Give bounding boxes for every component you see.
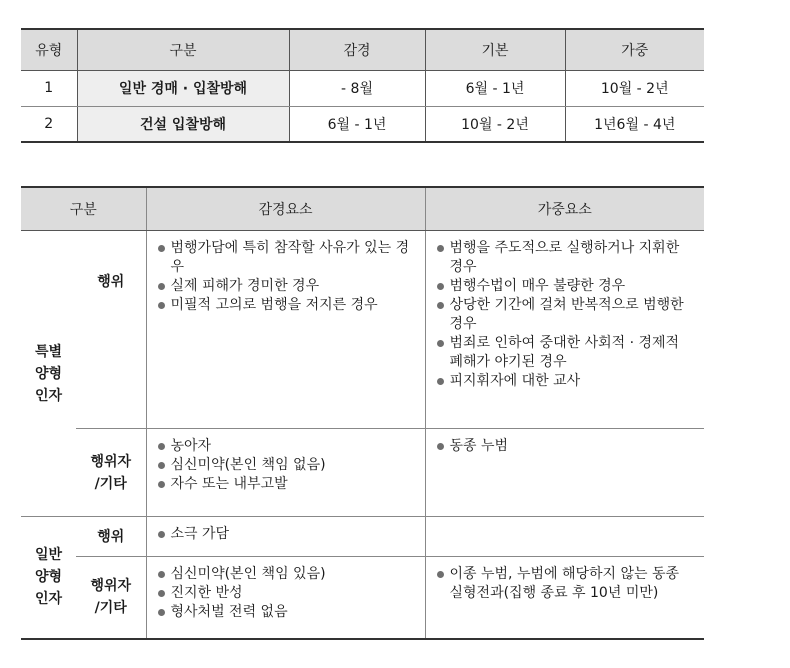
cell-type: 2 (21, 106, 77, 142)
list-item: 형사처벌 전력 없음 (157, 603, 415, 622)
mitigating-list (147, 231, 425, 321)
list-item: 피지휘자에 대한 교사 (436, 372, 695, 391)
table-row (21, 429, 704, 517)
sub-label-act: 행위 (76, 517, 146, 557)
sub-label-actor: 행위자 /기타 (76, 557, 146, 639)
header-aggravated: 가중 (565, 29, 704, 70)
aggravating-list (426, 557, 705, 609)
table-row (21, 517, 704, 557)
list-item: 심신미약(본인 책임 없음) (157, 456, 415, 475)
header-base: 기본 (425, 29, 565, 70)
cell-mitigated: - 8월 (289, 70, 425, 106)
group-label-general: 일반 양형 인자 (21, 517, 76, 639)
table-row (21, 231, 704, 429)
table-header-row (21, 187, 704, 231)
list-item: 농아자 (157, 437, 415, 456)
group-label-special: 특별 양형 인자 (21, 231, 76, 517)
cell-category: 건설 입찰방해 (77, 106, 289, 142)
header-type: 유형 (21, 29, 77, 70)
header-category: 구분 (21, 187, 146, 231)
list-item: 진지한 반성 (157, 584, 415, 603)
cell-aggravating-list (425, 231, 704, 429)
cell-aggravated: 10월 - 2년 (565, 70, 704, 106)
cell-mitigated: 6월 - 1년 (289, 106, 425, 142)
cell-mitigating-list (146, 231, 425, 429)
list-item: 범행을 주도적으로 실행하거나 지휘한 경우 (436, 239, 695, 277)
table-row (21, 557, 704, 639)
cell-mitigating-list (146, 429, 425, 517)
header-mitigated: 감경 (289, 29, 425, 70)
sub-label-actor: 행위자 /기타 (76, 429, 146, 517)
list-item: 상당한 기간에 걸쳐 반복적으로 범행한 경우 (436, 296, 695, 334)
cell-aggravating-list (425, 557, 704, 639)
list-item: 심신미약(본인 책임 있음) (157, 565, 415, 584)
aggravating-list (426, 517, 705, 531)
table-header-row (21, 29, 704, 70)
aggravating-list (426, 231, 705, 397)
cell-mitigating-list (146, 517, 425, 557)
mitigating-list (147, 517, 425, 550)
aggravating-list (426, 429, 705, 462)
mitigating-list (147, 429, 425, 500)
list-item: 소극 가담 (157, 525, 415, 544)
list-item: 자수 또는 내부고발 (157, 475, 415, 494)
table-row (21, 106, 704, 142)
list-item: 실제 피해가 경미한 경우 (157, 277, 415, 296)
cell-mitigating-list (146, 557, 425, 639)
cell-base: 6월 - 1년 (425, 70, 565, 106)
list-item: 범죄로 인하여 중대한 사회적 · 경제적 폐해가 야기된 경우 (436, 334, 695, 372)
list-item: 이종 누범, 누범에 해당하지 않는 동종 실형전과(집행 종료 후 10년 미만) (436, 565, 695, 603)
header-category: 구분 (77, 29, 289, 70)
list-item: 동종 누범 (436, 437, 695, 456)
cell-aggravated: 1년6월 - 4년 (565, 106, 704, 142)
sentencing-factors-table (21, 186, 704, 640)
header-mitigating: 감경요소 (146, 187, 425, 231)
cell-aggravating-list (425, 517, 704, 557)
list-item: 미필적 고의로 범행을 저지른 경우 (157, 296, 415, 315)
sentencing-range-table (21, 28, 704, 143)
mitigating-list (147, 557, 425, 628)
cell-type: 1 (21, 70, 77, 106)
list-item: 범행수법이 매우 불량한 경우 (436, 277, 695, 296)
cell-category: 일반 경매 · 입찰방해 (77, 70, 289, 106)
list-item: 범행가담에 특히 참작할 사유가 있는 경우 (157, 239, 415, 277)
table-row (21, 70, 704, 106)
header-aggravating: 가중요소 (425, 187, 704, 231)
cell-aggravating-list (425, 429, 704, 517)
sub-label-act: 행위 (76, 231, 146, 429)
cell-base: 10월 - 2년 (425, 106, 565, 142)
